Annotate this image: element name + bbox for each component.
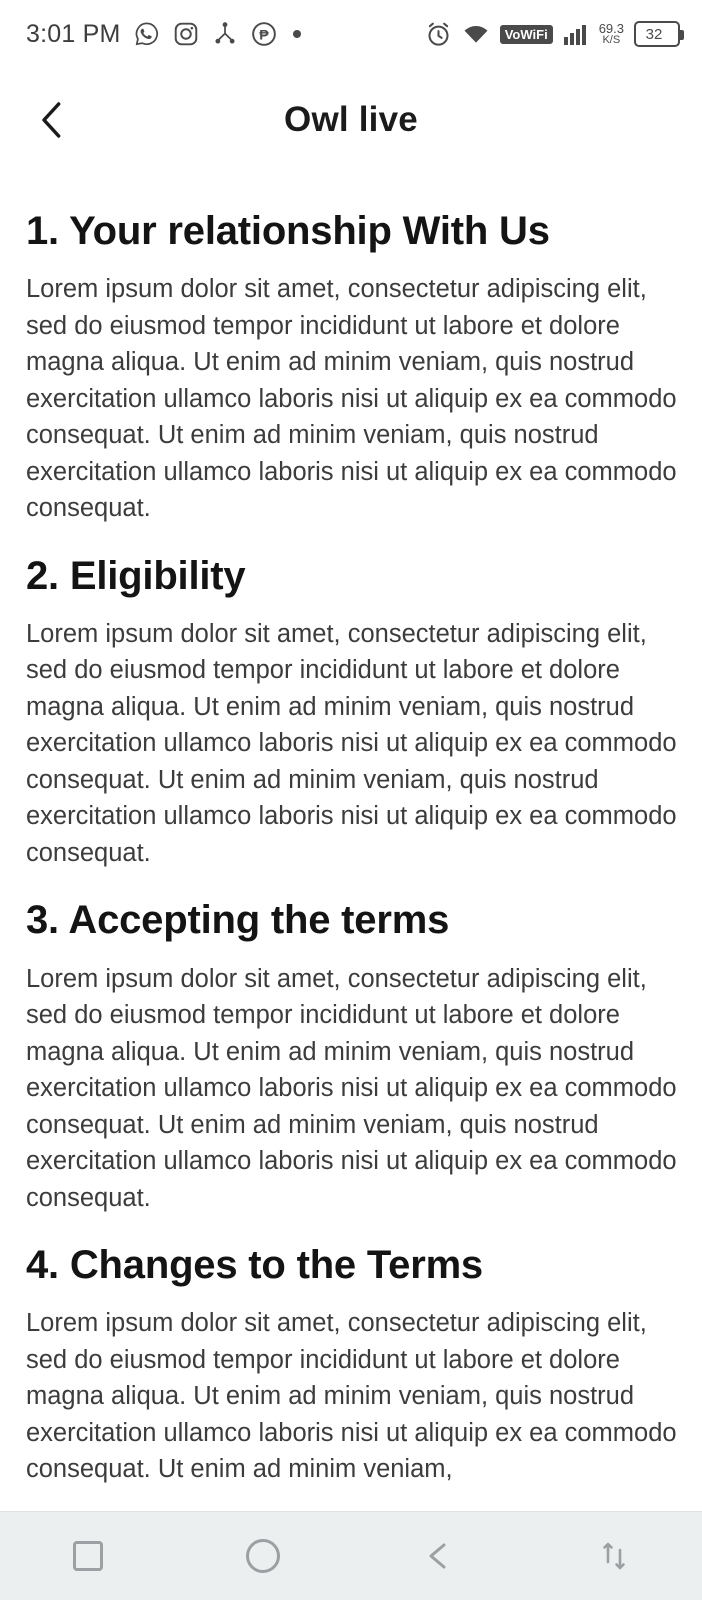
instagram-icon: [173, 21, 199, 47]
terms-content[interactable]: [0, 172, 702, 1511]
payment-app-icon: [251, 21, 277, 47]
dot-icon: [290, 27, 304, 41]
battery-indicator: [634, 21, 680, 47]
status-bar-right: [425, 21, 680, 48]
back-chevron-icon: [35, 100, 69, 140]
triangle-back-icon: [423, 1540, 455, 1572]
android-nav-bar: [0, 1511, 702, 1600]
section-2: [26, 553, 678, 872]
app-bar: [0, 68, 702, 172]
status-bar-left: [26, 20, 304, 49]
svg-text:₱: ₱: [258, 26, 269, 43]
status-bar: [0, 0, 702, 68]
section-heading: 1. Your relationship With Us: [26, 209, 550, 253]
app-switch-button[interactable]: [554, 1512, 674, 1600]
network-speed-value: 69.3: [598, 21, 624, 36]
vowifi-badge: VoWiFi: [500, 25, 553, 44]
section-paragraph: Lorem ipsum dolor sit amet, consectetur adipiscing elit, sed do eiusmod tempor incididunt ut labore et dolore magna aliqua. Ut enim ad minim veniam, quis nostrud exercitation ullamco laboris nisi ut aliquip ex ea commodo consequat. Ut enim ad minim veniam,: [26, 1309, 677, 1484]
section-1: [26, 208, 678, 527]
section-paragraph: Lorem ipsum dolor sit amet, consectetur adipiscing elit, sed do eiusmod tempor incididunt ut labore et dolore magna aliqua. Ut enim ad minim veniam, quis nostrud exercitation ullamco laboris nisi ut aliquip ex ea commodo consequat. Ut enim ad minim veniam, quis nostrud exercitation ullamco laboris nisi ut aliquip ex ea commodo consequat.: [26, 619, 677, 867]
network-speed: [599, 22, 624, 46]
circle-home-icon: [246, 1539, 280, 1573]
alarm-icon: [425, 21, 452, 48]
app-switch-icon: [599, 1540, 629, 1572]
recents-button[interactable]: [28, 1512, 148, 1600]
square-recents-icon: [73, 1541, 103, 1571]
section-heading: 2. Eligibility: [26, 553, 246, 598]
back-nav-button[interactable]: [379, 1512, 499, 1600]
share-icon: [212, 21, 238, 47]
battery-level: 32: [645, 25, 663, 43]
section-paragraph: Lorem ipsum dolor sit amet, consectetur adipiscing elit, sed do eiusmod tempor incididunt ut labore et dolore magna aliqua. Ut enim ad minim veniam, quis nostrud exercitation ullamco laboris nisi ut aliquip ex ea commodo consequat. Ut enim ad minim veniam, quis nostrud exercitation ullamco laboris nisi ut aliquip ex ea commodo consequat.: [26, 964, 677, 1212]
section-paragraph: Lorem ipsum dolor sit amet, consectetur adipiscing elit, sed do eiusmod tempor incididunt ut labore et dolore magna aliqua. Ut enim ad minim veniam, quis nostrud exercitation ullamco laboris nisi ut aliquip ex ea commodo consequat. Ut enim ad minim veniam, quis nostrud exercitation ullamco laboris nisi ut aliquip ex ea commodo consequat.: [26, 275, 677, 523]
wifi-icon: [462, 22, 490, 46]
section-3: [26, 897, 678, 1216]
whatsapp-icon: [134, 21, 160, 47]
section-heading: 4. Changes to the Terms: [26, 1243, 483, 1288]
status-clock: 3:01 PM: [26, 19, 121, 48]
page-title: Owl live: [284, 100, 418, 139]
back-button[interactable]: [24, 92, 80, 148]
section-heading: 3. Accepting the terms: [26, 898, 450, 943]
home-button[interactable]: [203, 1512, 323, 1600]
network-speed-unit: K/S: [602, 34, 621, 46]
signal-bars-icon: [563, 22, 589, 46]
section-4: [26, 1242, 678, 1488]
